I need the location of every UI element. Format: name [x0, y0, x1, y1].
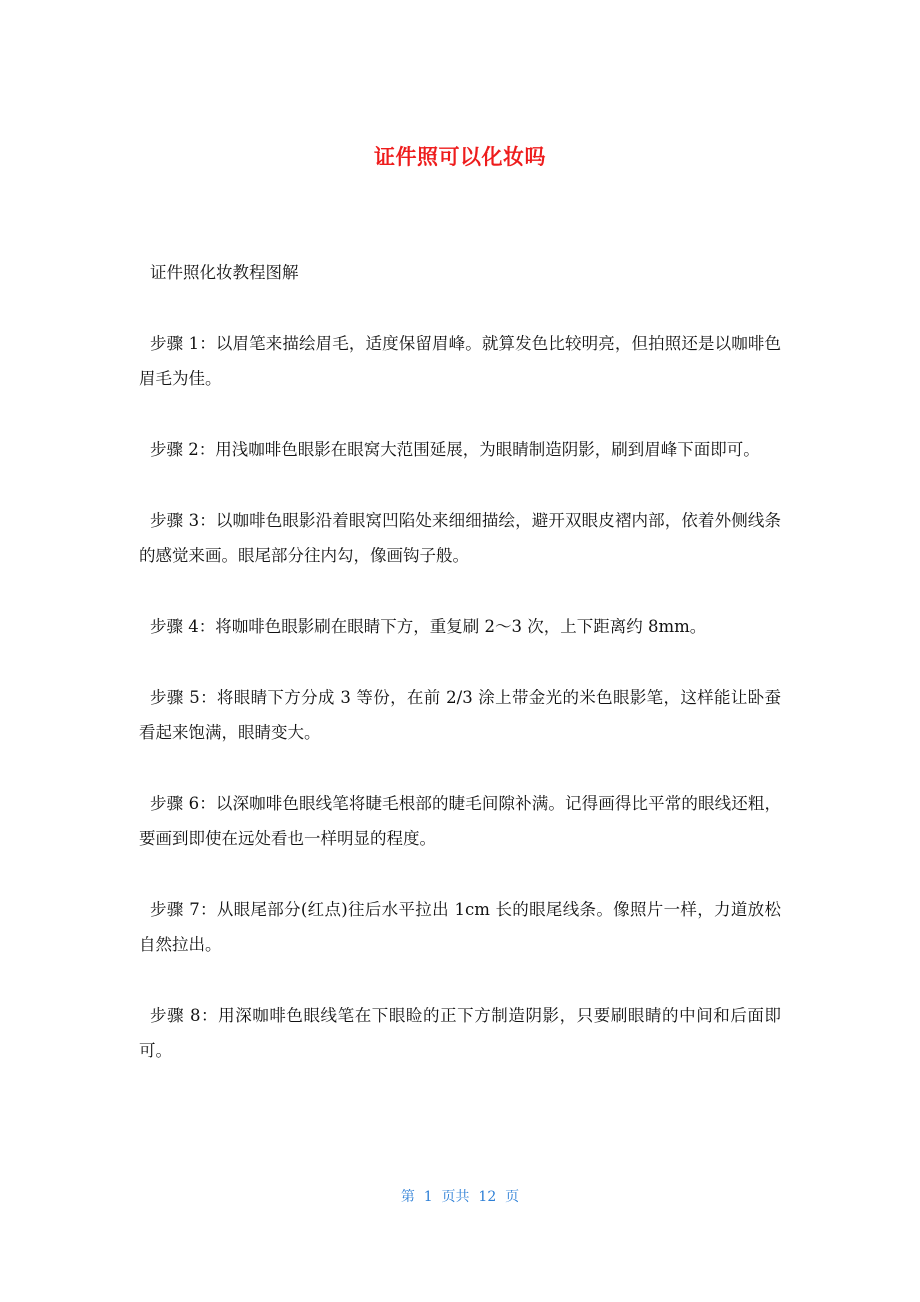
step-6-paragraph: 步骤 6：以深咖啡色眼线笔将睫毛根部的睫毛间隙补满。记得画得比平常的眼线还粗，要画到即使在远处看也一样明显的程度。 — [139, 794, 781, 848]
step-2-paragraph: 步骤 2：用浅咖啡色眼影在眼窝大范围延展，为眼睛制造阴影，刷到眉峰下面即可。 — [150, 440, 760, 459]
step-1-paragraph: 步骤 1：以眉笔来描绘眉毛，适度保留眉峰。就算发色比较明亮，但拍照还是以咖啡色眉毛为佳。 — [139, 334, 781, 388]
document-body — [139, 255, 781, 1104]
document-title: 证件照可以化妆吗 — [374, 145, 546, 169]
step-5-paragraph: 步骤 5：将眼睛下方分成 3 等份，在前 2/3 涂上带金光的米色眼影笔，这样能让卧蚕看起来饱满，眼睛变大。 — [139, 688, 781, 742]
page-number-footer: 第 1 页共 12 页 — [400, 1189, 520, 1205]
step-4-paragraph: 步骤 4：将咖啡色眼影刷在眼睛下方，重复刷 2～3 次，上下距离约 8mm。 — [150, 617, 707, 636]
step-8-paragraph: 步骤 8：用深咖啡色眼线笔在下眼睑的正下方制造阴影，只要刷眼睛的中间和后面即可。 — [139, 1006, 781, 1060]
step-7-paragraph: 步骤 7：从眼尾部分(红点)往后水平拉出 1cm 长的眼尾线条。像照片一样，力道放松自然拉出。 — [139, 900, 781, 954]
step-3-paragraph: 步骤 3：以咖啡色眼影沿着眼窝凹陷处来细细描绘，避开双眼皮褶内部，依着外侧线条的感觉来画。眼尾部分往内勾，像画钩子般。 — [139, 511, 781, 565]
intro-paragraph: 证件照化妆教程图解 — [150, 263, 299, 282]
